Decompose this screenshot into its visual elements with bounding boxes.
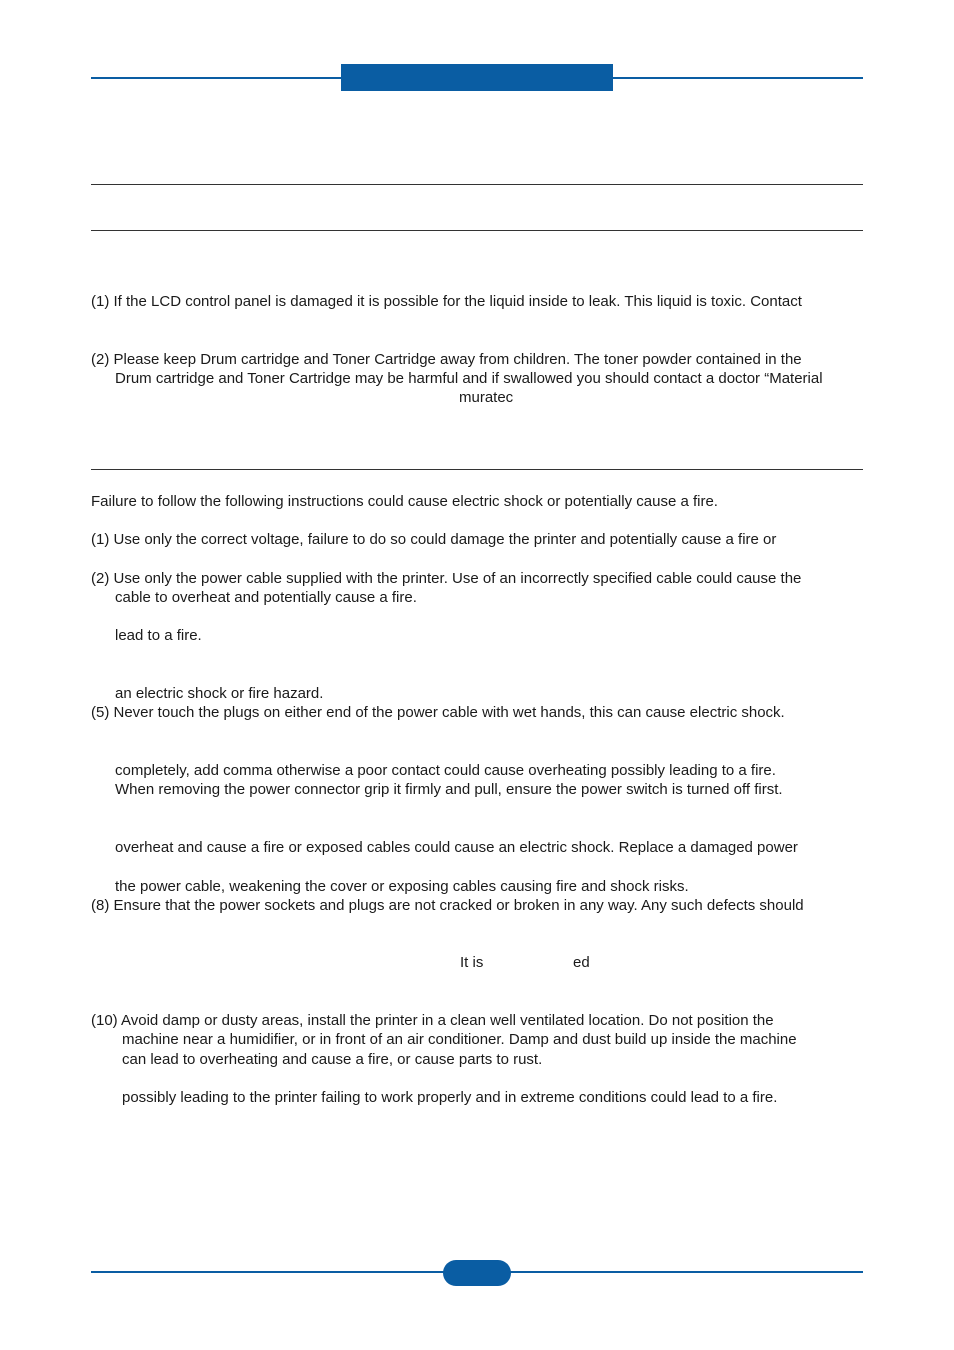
list-item-1: (1) If the LCD control panel is damaged it is possible for the liquid inside to leak. This liquid is toxic. Contact [91, 293, 802, 310]
list-item-9-fragment-2: ed [573, 954, 590, 971]
list-item-2-cont2: muratec [459, 389, 514, 406]
list-item-10-cont: machine near a humidifier, or in front of an air conditioner. Damp and dust build up inside the machine [122, 1031, 797, 1048]
list-item-7-cont2: the power cable, weakening the cover or exposing cables causing fire and shock risks. [115, 878, 689, 895]
list-item-2-cont: cable to overheat and potentially cause a fire. [115, 589, 417, 606]
list-item-11-cont: possibly leading to the printer failing to work properly and in extreme conditions could lead to a fire. [122, 1089, 778, 1106]
list-item-2: (2) Please keep Drum cartridge and Toner Cartridge away from children. The toner powder contained in the [91, 351, 802, 368]
list-item-6-cont: completely, add comma otherwise a poor contact could cause overheating possibly leading to a fire. [115, 762, 776, 779]
page-number-badge [443, 1260, 511, 1286]
section-rule-3 [91, 469, 863, 470]
list-item-4-cont: an electric shock or fire hazard. [115, 685, 324, 702]
list-item-10: (10) Avoid damp or dusty areas, install the printer in a clean well ventilated location. Do not position the [91, 1012, 774, 1029]
list-item-2-cont: Drum cartridge and Toner Cartridge may be harmful and if swallowed you should contact a doctor “Material [115, 370, 823, 387]
list-item-1: (1) Use only the correct voltage, failure to do so could damage the printer and potentially cause a fire or [91, 531, 777, 548]
section-rule-2 [91, 230, 863, 231]
list-item-3-cont: lead to a fire. [115, 627, 202, 644]
list-item-6-cont2: When removing the power connector grip it firmly and pull, ensure the power switch is turned off first. [115, 781, 783, 798]
header-tab [341, 64, 613, 91]
list-item-2: (2) Use only the power cable supplied with the printer. Use of an incorrectly specified cable could cause the [91, 570, 802, 587]
list-item-8: (8) Ensure that the power sockets and plugs are not cracked or broken in any way. Any such defects should [91, 897, 804, 914]
list-item-5: (5) Never touch the plugs on either end of the power cable with wet hands, this can cause electric shock. [91, 704, 785, 721]
list-item-10-cont2: can lead to overheating and cause a fire, or cause parts to rust. [122, 1051, 543, 1068]
section-rule-1 [91, 184, 863, 185]
list-item-7-cont: overheat and cause a fire or exposed cables could cause an electric shock. Replace a damaged power [115, 839, 798, 856]
list-item-9-fragment: It is [460, 954, 484, 971]
intro-paragraph: Failure to follow the following instructions could cause electric shock or potentially cause a fire. [91, 493, 718, 510]
